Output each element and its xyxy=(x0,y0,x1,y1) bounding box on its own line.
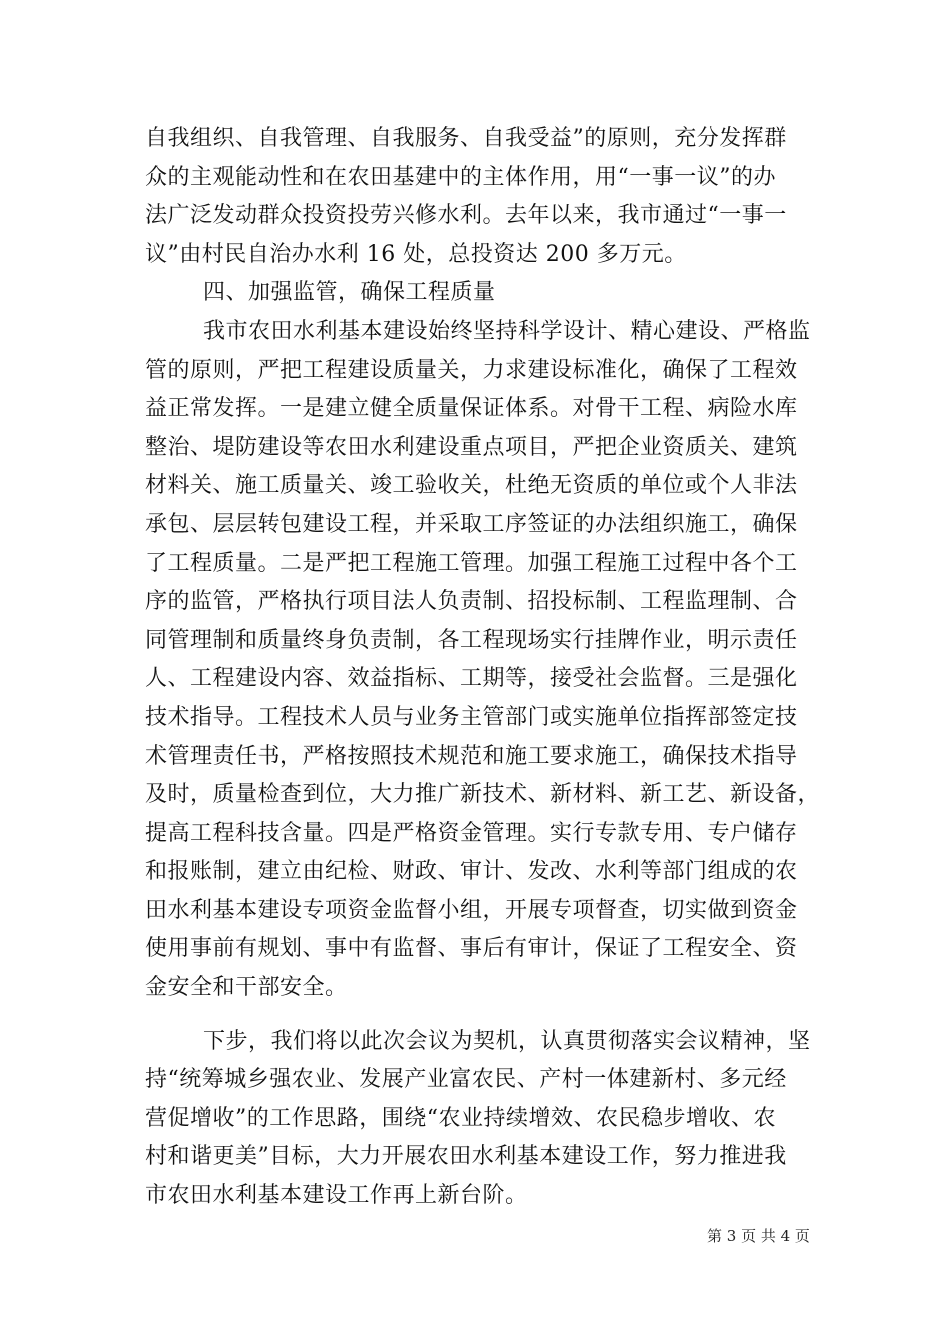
text-line: 村和谐更美”目标，大力开展农田水利基本建设工作，努力推进我 xyxy=(145,1144,787,1170)
paragraph-supervision xyxy=(145,313,825,1008)
text-line: 提高工程科技含量。四是严格资金管理。实行专款专用、专户储存 xyxy=(145,820,798,846)
text-line: 整治、堤防建设等农田水利建设重点项目，严把企业资质关、建筑 xyxy=(145,434,798,460)
text-line: 持“统筹城乡强农业、发展产业富农民、产村一体建新村、多元经 xyxy=(145,1067,787,1093)
text-line: 术管理责任书，严格按照技术规范和施工要求施工，确保技术指导 xyxy=(145,743,798,769)
text-line: 益正常发挥。一是建立健全质量保证体系。对骨干工程、病险水库 xyxy=(145,396,798,422)
paragraph-continuation xyxy=(145,120,825,274)
text-line: 下步，我们将以此次会议为契机，认真贯彻落实会议精神，坚 xyxy=(203,1028,811,1054)
text-line: 众的主观能动性和在农田基建中的主体作用，用“一事一议”的办 xyxy=(145,164,776,190)
text-line: 议”由村民自治办水利 16 处，总投资达 200 多万元。 xyxy=(145,241,687,267)
paragraph-next-steps xyxy=(145,1023,825,1216)
text-line: 人、工程建设内容、效益指标、工期等，接受社会监督。三是强化 xyxy=(145,666,798,692)
text-line: 同管理制和质量终身负责制，各工程现场实行挂牌作业，明示责任 xyxy=(145,627,798,653)
text-line: 金安全和干部安全。 xyxy=(145,975,348,1001)
text-line: 市农田水利基本建设工作再上新台阶。 xyxy=(145,1183,528,1209)
text-line: 营促增收”的工作思路，围绕“农业持续增效、农民稳步增收、农 xyxy=(145,1105,776,1131)
text-line: 了工程质量。二是严把工程施工管理。加强工程施工过程中各个工 xyxy=(145,550,798,576)
text-line: 自我组织、自我管理、自我服务、自我受益”的原则，充分发挥群 xyxy=(145,126,787,151)
text-line: 和报账制，建立由纪检、财政、审计、发改、水利等部门组成的农 xyxy=(145,859,798,885)
text-line: 使用事前有规划、事中有监督、事后有审计，保证了工程安全、资 xyxy=(145,936,798,962)
text-line: 法广泛发动群众投资投劳兴修水利。去年以来，我市通过“一事一 xyxy=(145,203,787,229)
text-line: 我市农田水利基本建设始终坚持科学设计、精心建设、严格监 xyxy=(203,318,811,344)
text-line: 技术指导。工程技术人员与业务主管部门或实施单位指挥部签定技 xyxy=(145,704,798,730)
text-line: 材料关、施工质量关、竣工验收关，杜绝无资质的单位或个人非法 xyxy=(145,473,798,499)
text-line: 序的监管，严格执行项目法人负责制、招投标制、工程监理制、合 xyxy=(145,589,798,615)
paragraph-spacer xyxy=(145,1008,825,1023)
text-line: 及时，质量检查到位，大力推广新技术、新材料、新工艺、新设备， xyxy=(145,782,821,808)
page-number: 第 3 页 共 4 页 xyxy=(707,1227,810,1245)
text-line: 田水利基本建设专项资金监督小组，开展专项督查，切实做到资金 xyxy=(145,897,798,923)
body-text xyxy=(145,120,825,1216)
text-line: 承包、层层转包建设工程，并采取工序签证的办法组织施工，确保 xyxy=(145,511,798,537)
section-heading: 四、加强监管，确保工程质量 xyxy=(203,280,496,306)
text-line: 管的原则，严把工程建设质量关，力求建设标准化，确保了工程效 xyxy=(145,357,798,383)
